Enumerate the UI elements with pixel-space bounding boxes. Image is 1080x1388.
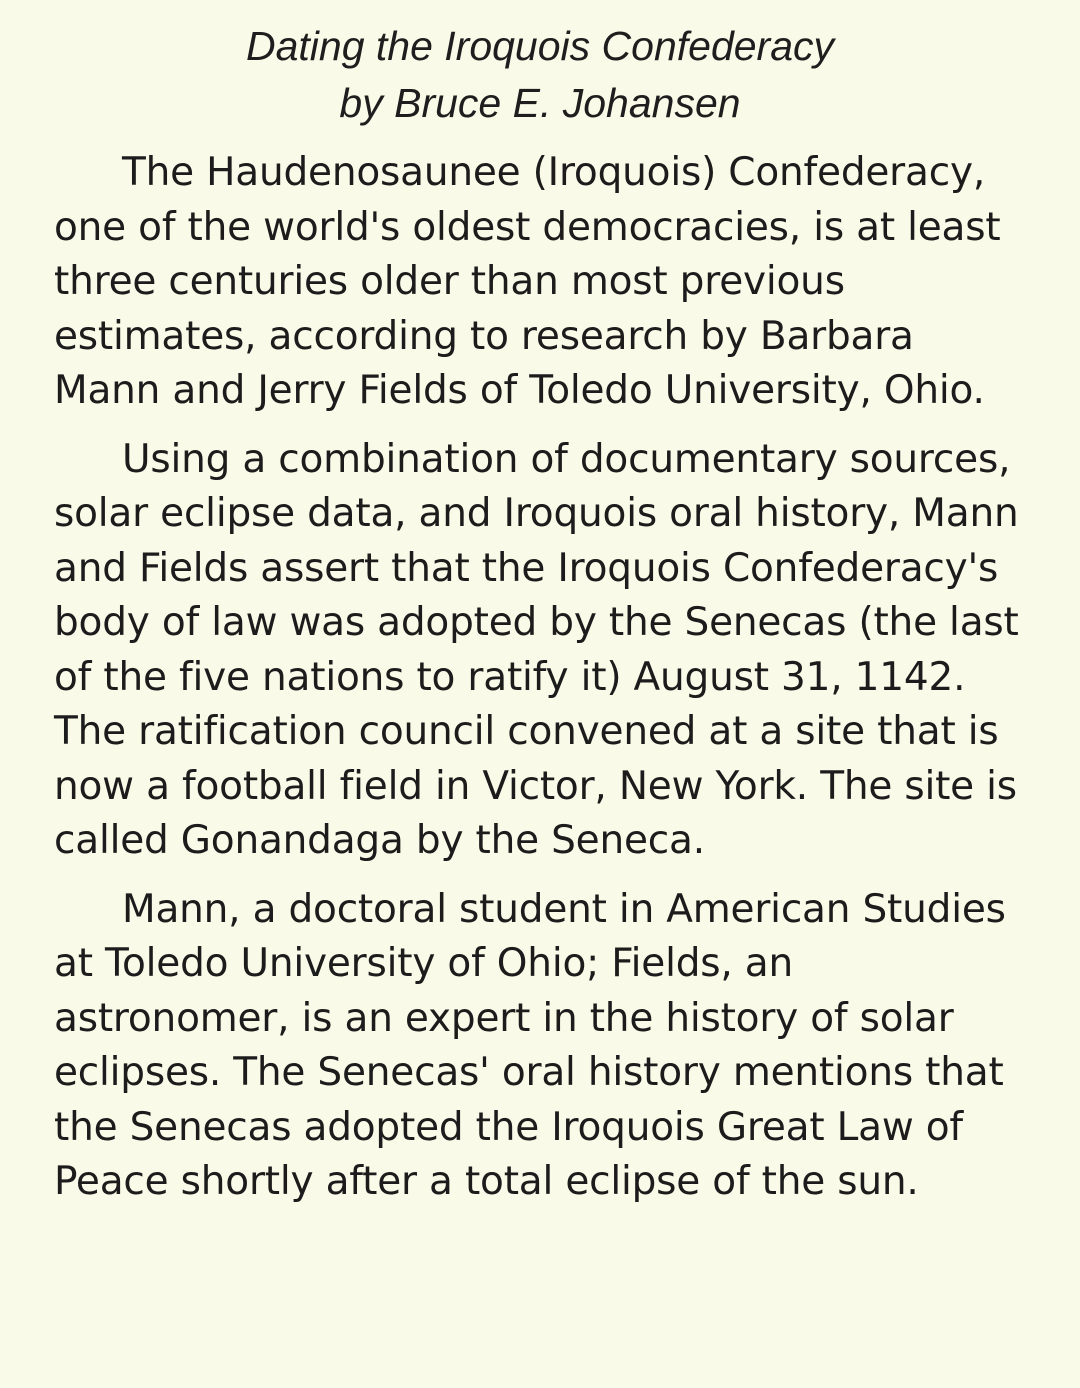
title-block <box>54 18 1026 132</box>
article-title: Dating the Iroquois Confederacy <box>245 23 834 69</box>
paragraph-3: Mann, a doctoral student in American Studies at Toledo University of Ohio; Fields, an astronomer, is an expert in the history of solar eclipses. The Senecas' oral history mentions that the Senecas adopted the Iroquois Great Law of Peace shortly after a total eclipse of the sun. <box>54 886 1006 1204</box>
paragraph-1: The Haudenosaunee (Iroquois) Confederacy, one of the world's oldest democracies, is at least three centuries older than most previous estimates, according to research by Barbara Mann and Jerry Fields of Toledo University, Ohio. <box>54 150 1001 413</box>
paragraph-2: Using a combination of documentary sources, solar eclipse data, and Iroquois oral history, Mann and Fields assert that the Iroquois Confederacy's body of law was adopted by the Senecas (the last of the five nations to ratify it) August 31, 1142. The ratification council convened at a site that is now a football field in Victor, New York. The site is called Gonandaga by the Seneca. <box>54 436 1019 863</box>
article-byline: by Bruce E. Johansen <box>339 80 741 126</box>
